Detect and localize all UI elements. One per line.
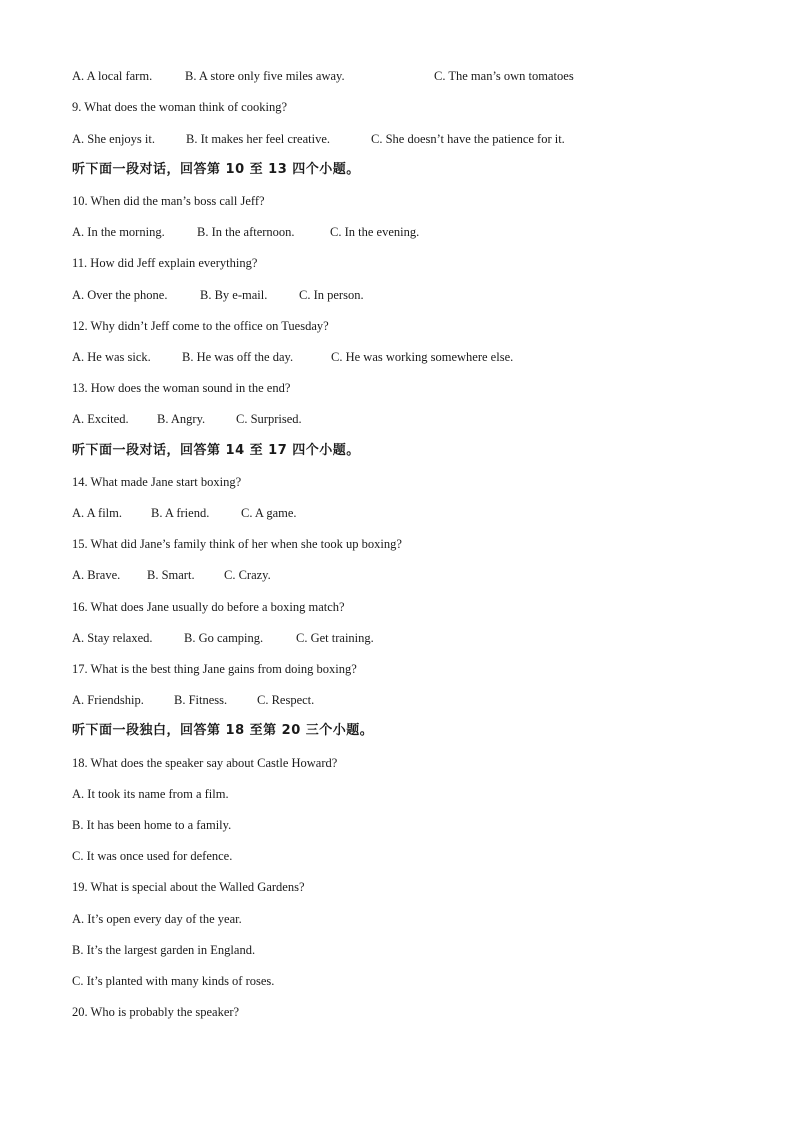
q15-options [72,567,632,583]
q9-options [72,131,632,147]
q15-option-c: C. Crazy. [224,568,271,582]
q16-option-b: B. Go camping. [184,631,264,645]
q16-options [72,630,632,646]
q12-question: 12. Why didn’t Jeff come to the office on Tuesday? [72,319,329,333]
q13-question: 13. How does the woman sound in the end? [72,381,291,395]
q13-options [72,411,632,427]
q12-option-a: A. He was sick. [72,350,151,364]
q17-options [72,692,632,708]
q17-option-c: C. Respect. [257,693,315,707]
q16-option-a: A. Stay relaxed. [72,631,153,645]
q17-question: 17. What is the best thing Jane gains from doing boxing? [72,662,357,676]
q12-options [72,349,632,365]
section-heading-10-13: 听下面一段对话，回答第 10 至 13 四个小题。 [72,162,360,177]
q10-option-a: A. In the morning. [72,225,165,239]
q13-option-a: A. Excited. [72,412,129,426]
q16-question: 16. What does Jane usually do before a boxing match? [72,600,345,614]
q10-question: 10. When did the man’s boss call Jeff? [72,194,265,208]
q10-option-b: B. In the afternoon. [197,225,295,239]
q8-option-a: A. A local farm. [72,69,153,83]
q15-option-b: B. Smart. [147,568,195,582]
q15-question: 15. What did Jane’s family think of her when she took up boxing? [72,537,402,551]
q17-option-b: B. Fitness. [174,693,228,707]
q14-option-b: B. A friend. [151,506,210,520]
q10-option-c: C. In the evening. [330,225,420,239]
q11-option-a: A. Over the phone. [72,288,168,302]
q19-option-a: A. It’s open every day of the year. [72,912,242,926]
q11-option-c: C. In person. [299,288,364,302]
q16-option-c: C. Get training. [296,631,374,645]
q8-options [72,68,632,84]
q14-options [72,505,632,521]
section-heading-18-20: 听下面一段独白，回答第 18 至第 20 三个小题。 [72,723,374,738]
q13-option-b: B. Angry. [157,412,206,426]
q9-option-a: A. She enjoys it. [72,132,155,146]
q15-option-a: A. Brave. [72,568,121,582]
q9-question: 9. What does the woman think of cooking? [72,100,288,114]
q11-options [72,287,632,303]
q17-option-a: A. Friendship. [72,693,144,707]
q14-option-a: A. A film. [72,506,123,520]
q19-option-b: B. It’s the largest garden in England. [72,943,256,957]
q18-question: 18. What does the speaker say about Castle Howard? [72,756,338,770]
q18-option-c: C. It was once used for defence. [72,849,233,863]
q11-question: 11. How did Jeff explain everything? [72,256,258,270]
q20-question: 20. Who is probably the speaker? [72,1005,240,1019]
q14-question: 14. What made Jane start boxing? [72,475,242,489]
q19-question: 19. What is special about the Walled Gardens? [72,880,305,894]
q9-option-b: B. It makes her feel creative. [186,132,331,146]
q18-option-a: A. It took its name from a film. [72,787,229,801]
q18-option-b: B. It has been home to a family. [72,818,232,832]
q10-options [72,224,632,240]
q12-option-c: C. He was working somewhere else. [331,350,514,364]
q19-option-c: C. It’s planted with many kinds of roses. [72,974,275,988]
q14-option-c: C. A game. [241,506,297,520]
q11-option-b: B. By e-mail. [200,288,268,302]
q8-option-c: C. The man’s own tomatoes [434,69,574,83]
q13-option-c: C. Surprised. [236,412,302,426]
q12-option-b: B. He was off the day. [182,350,294,364]
q9-option-c: C. She doesn’t have the patience for it. [371,132,565,146]
section-heading-14-17: 听下面一段对话，回答第 14 至 17 四个小题。 [72,443,360,458]
q8-option-b: B. A store only five miles away. [185,69,345,83]
